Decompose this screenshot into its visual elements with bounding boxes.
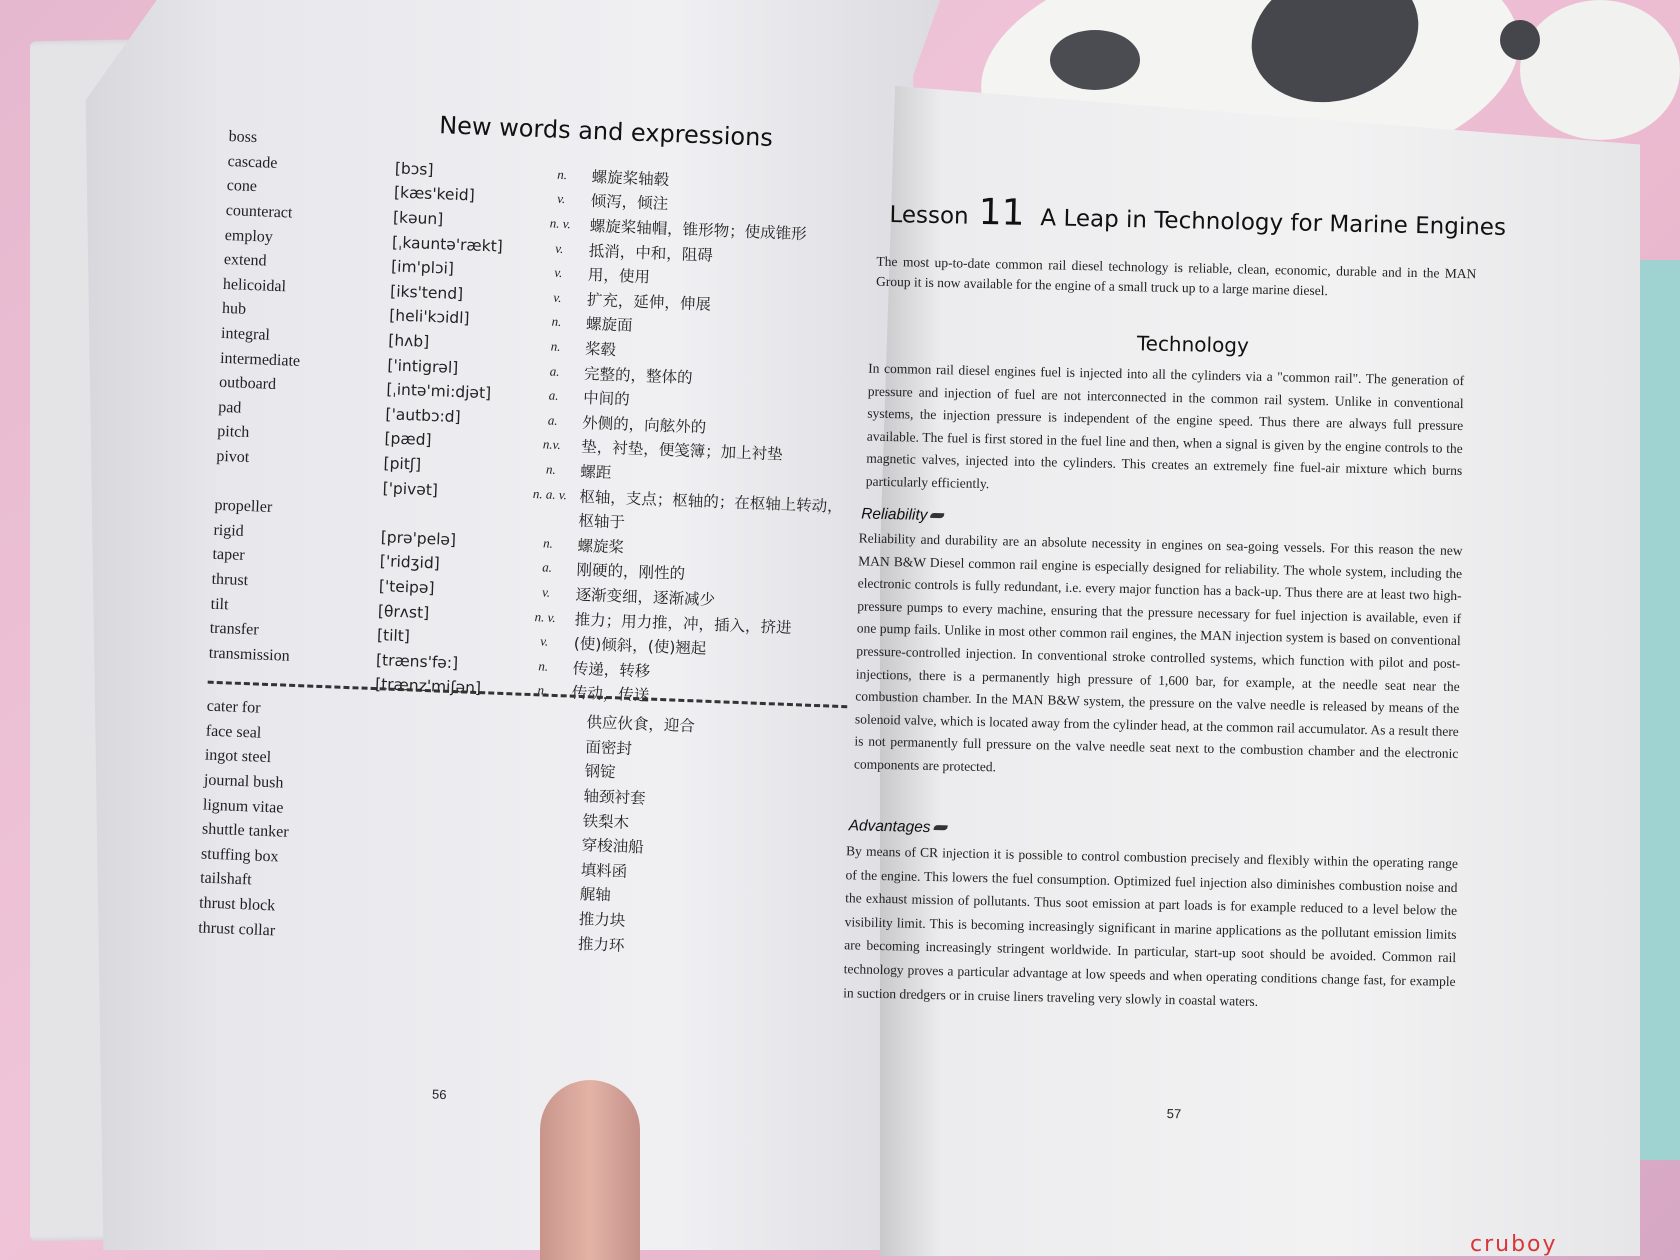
reliability-heading — [861, 505, 945, 525]
reliability-paragraph: Reliability and durability are an absolute necessity in engines on sea-going vessels. For this reason the new MAN B&W Diesel common rail engine is especially designed for reliability. The whole system, including the electronic controls is fully redundant, i.e. every major function has a back-up. Thus there are at least two high-pressure pumps to every machine, ensuring that the pressure necessary for fuel injection is available, even if one pump fails. Unlike in most other common rail engines, the MAN injection system is based on conventional pressure-controlled injection. In conventional stroke controlled systems, which function with pilot and post-injections, there is a permanently high pressure of 1,600 bar, for example, at the needle seat near the combustion chamber. In the MAN B&W system, the pressure on the valve needle is released by means of the solenoid valve, which is located away from the cylinder head, at the common rail accumulator. As a result there is not permanently full pressure on the valve needle seat next to the combustion chamber and the electronic components are protected. — [853, 530, 1463, 775]
technology-paragraph: In common rail diesel engines fuel is injected into all the cylinders via a "common rail". The generation of pressure and injection of fuel are not interconnected in the common rail system. Unlike in conventional systems, the injection pressure is independent of the engine speed. Thus there are always full pressure available. The fuel is first stored in the fuel line and then, when a signal is given by the engine controls to the magnetic valves, injected into the cylinders. This creates an extremely fine fuel-air mixture which burns particularly efficiently. — [865, 360, 1465, 492]
expression-meaning: 铁梨木 — [582, 811, 630, 832]
vocab-meaning: 抵消，中和，阻碍 — [588, 241, 714, 265]
vocab-meaning: (使)倾斜，(使)翘起 — [573, 634, 707, 658]
vocab-meaning: 扩充，延伸，伸展 — [586, 290, 712, 314]
vocab-pos: v. — [553, 289, 562, 305]
expression-phrase: journal bush — [203, 771, 284, 792]
vocab-meaning: 枢轴于 — [578, 511, 626, 532]
vocab-meaning: 螺距 — [580, 462, 612, 482]
vocab-phonetic: [pæd] — [384, 429, 432, 450]
vocab-pos: v. — [555, 240, 564, 256]
vocab-pos: n. v. — [549, 215, 572, 232]
vocab-word: counteract — [225, 202, 293, 222]
vocab-list — [207, 125, 868, 715]
vocab-word: employ — [224, 226, 274, 246]
vocab-pos: v. — [556, 191, 566, 207]
expression-meaning: 轴颈衬套 — [583, 787, 646, 808]
advantages-heading — [848, 817, 947, 837]
vocab-phonetic: [trænz'miʃən] — [374, 675, 482, 698]
vocab-meaning: 枢轴，支点；枢轴的；在枢轴上转动， — [579, 487, 844, 516]
vocab-meaning — [593, 151, 868, 162]
expression-phrase: shuttle tanker — [201, 820, 289, 842]
vocab-meaning: 螺旋面 — [585, 315, 633, 336]
vocab-word: integral — [220, 324, 271, 344]
vocab-pos — [519, 518, 578, 520]
vocab-pos: n. a. v. — [532, 485, 568, 502]
vocab-pos: v. — [539, 633, 549, 649]
reliability-heading-text: Reliability — [861, 505, 928, 524]
vocab-meaning: 传递，转移 — [572, 659, 651, 681]
vocab-meaning: 外侧的，向舷外的 — [581, 413, 707, 437]
vocab-phonetic: [hʌb] — [387, 331, 430, 351]
vocab-word: pitch — [216, 423, 250, 442]
vocab-meaning: 逐渐变细，逐渐减少 — [575, 585, 716, 610]
vocab-phonetic: [ˌkauntə'rækt] — [391, 233, 504, 256]
expression-meaning: 供应伙食，迎合 — [586, 713, 696, 736]
vocab-meaning: 推力；用力推，冲，插入，挤进 — [574, 610, 792, 637]
vocab-meaning: 完整的，整体的 — [583, 364, 693, 387]
lesson-title: A Leap in Technology for Marine Engines — [1040, 205, 1507, 241]
vocab-pos: n. — [545, 461, 557, 477]
expression-meaning: 艉轴 — [579, 885, 612, 905]
page-number-left: 56 — [431, 1086, 447, 1103]
vocab-pos: a. — [549, 363, 560, 379]
vocab-pos: a. — [547, 412, 558, 428]
vocab-phonetic: [heli'kɔidl] — [388, 306, 470, 328]
vocab-meaning: 用，使用 — [587, 266, 651, 287]
vocab-pos: n. — [542, 535, 554, 551]
vocab-word: boss — [228, 128, 258, 147]
fabric-dark-dot — [1500, 20, 1540, 60]
vocab-phonetic: [prə'pelə] — [380, 527, 457, 549]
expression-phrase: face seal — [205, 722, 262, 742]
vocab-phonetic: [iks'tend] — [389, 282, 464, 304]
vocab-word: tilt — [210, 595, 229, 613]
vocab-phonetic: [im'plɔi] — [390, 257, 455, 279]
vocab-phonetic: ['teipə] — [378, 577, 435, 598]
vocab-meaning: 桨毂 — [584, 339, 617, 360]
vocab-word: transmission — [208, 644, 290, 665]
expression-phrase: thrust block — [198, 894, 276, 915]
vocab-meaning: 垫，衬垫，便笺簿；加上衬垫 — [580, 438, 784, 464]
advantages-heading-text: Advantages — [848, 817, 931, 836]
vocab-phonetic: [θrʌst] — [377, 601, 430, 622]
vocab-pos: n.v. — [542, 436, 562, 453]
expression-phrase: thrust collar — [197, 919, 276, 940]
lesson-word: Lesson — [889, 201, 969, 230]
vocab-phonetic — [382, 512, 520, 517]
vocab-pos: v. — [554, 264, 563, 281]
right-page-content — [843, 190, 1570, 1164]
vocab-word: taper — [212, 546, 245, 565]
vocab-word: propeller — [214, 496, 273, 517]
vocab-word: intermediate — [219, 349, 301, 370]
vocab-meaning: 螺旋桨 — [577, 536, 625, 557]
vocab-meaning: 螺旋桨轴毂 — [591, 167, 670, 189]
vocab-phonetic: ['autbɔ:d] — [385, 405, 461, 426]
vocab-word: thrust — [211, 570, 249, 590]
vocab-phonetic: [ˌintə'mi:djət] — [386, 380, 492, 403]
vocab-phonetic: [bɔs] — [394, 159, 434, 179]
vocab-pos: n. — [537, 682, 548, 699]
fabric-dark-spot-small — [1050, 30, 1140, 90]
vocab-phonetic: [kæs'keid] — [393, 183, 476, 206]
expression-phrase: ingot steel — [204, 747, 272, 767]
expression-phrase: lignum vitae — [202, 796, 284, 817]
expression-meaning: 推力块 — [578, 910, 626, 930]
left-page-content — [108, 100, 890, 1228]
vocab-meaning: 倾泻，倾注 — [590, 192, 669, 214]
expression-meaning: 填料函 — [580, 860, 628, 881]
page-number-right: 57 — [1166, 1105, 1182, 1122]
expression-meaning: 穿梭油船 — [581, 836, 645, 857]
thumb — [540, 1080, 640, 1260]
vocab-pos — [534, 149, 593, 151]
vocab-word: hub — [221, 300, 247, 319]
vocab-pos: v. — [541, 584, 551, 600]
vocab-meaning: 传动，传送 — [571, 683, 650, 705]
fabric-white-corner — [1520, 0, 1680, 140]
expression-meaning: 推力环 — [577, 934, 625, 955]
vocab-word: outboard — [218, 374, 277, 394]
expression-phrase: cater for — [206, 697, 261, 717]
vocab-meaning: 螺旋桨轴帽，锥形物；使成锥形 — [589, 217, 807, 244]
vocab-pos: n. — [550, 338, 561, 354]
expressions-list — [198, 695, 807, 964]
vocab-phonetic: [tilt] — [376, 626, 411, 646]
vocab-phonetic — [396, 144, 534, 149]
vocab-pos: a. — [541, 559, 553, 576]
watermark: cruboy — [1470, 1232, 1558, 1257]
vocab-word: transfer — [209, 619, 259, 639]
vocab-phonetic: [træns'fə:] — [375, 650, 459, 673]
vocab-pos: n. — [551, 314, 562, 330]
vocab-phonetic: ['pivət] — [382, 478, 439, 499]
vocab-word: helicoidal — [222, 275, 287, 296]
vocab-phonetic: ['intigrəl] — [387, 355, 459, 377]
vocab-word: pivot — [216, 447, 250, 467]
expression-phrase: stuffing box — [200, 845, 279, 866]
lesson-intro: The most up-to-date common rail diesel technology is reliable, clean, economic, durable and in the MAN Group it is now available for the engine of a small truck up to a large marine diesel. — [875, 253, 1477, 299]
expression-meaning: 面密封 — [585, 738, 633, 758]
expression-phrase: tailshaft — [199, 869, 252, 889]
vocab-pos: a. — [548, 387, 559, 404]
expression-meaning: 钢锭 — [584, 762, 616, 782]
advantages-paragraph: By means of CR injection it is possible to control combustion precisely and flexibly within the operating range of the engine. This lowers the fuel consumption. Optimized fuel injection also diminishes combustion noise and the exhaust mission of pollutants. Thus soot emission at part loads is for example reduced to a level below the visibility limit. This is becoming increasingly significant in marine applications as the pollutant emission limits are becoming increasingly stringent worldwide. In particular, start-up soot should be avoided. Common rail technology proves a particular advantage at low speeds and when operating conditions change fast, for example in suction dredgers or in cruise liners traveling very slowly in coastal waters. — [843, 843, 1459, 1009]
vocab-pos: n. — [538, 658, 549, 674]
vocab-phonetic: ['ridʒid] — [379, 552, 441, 573]
vocab-word: cascade — [227, 152, 278, 172]
vocab-word: rigid — [213, 521, 245, 540]
vocab-meaning: 中间的 — [582, 389, 631, 409]
vocab-word: cone — [226, 177, 258, 196]
vocab-pos: n. v. — [534, 608, 557, 625]
vocab-phonetic: [kəun] — [392, 208, 444, 229]
pen-icon — [930, 513, 944, 518]
vocab-word: extend — [223, 251, 267, 270]
section-title-technology: Technology — [1136, 331, 1250, 358]
vocab-word — [215, 481, 382, 487]
vocab-word: pad — [217, 398, 242, 417]
pen-icon — [933, 825, 947, 830]
vocab-pos: n. — [557, 166, 568, 182]
vocab-phonetic: [pitʃ] — [383, 454, 422, 474]
vocab-meaning: 刚硬的，刚性的 — [576, 561, 686, 584]
lesson-number: 11 — [978, 191, 1025, 234]
vocab-title: New words and expressions — [438, 111, 774, 152]
